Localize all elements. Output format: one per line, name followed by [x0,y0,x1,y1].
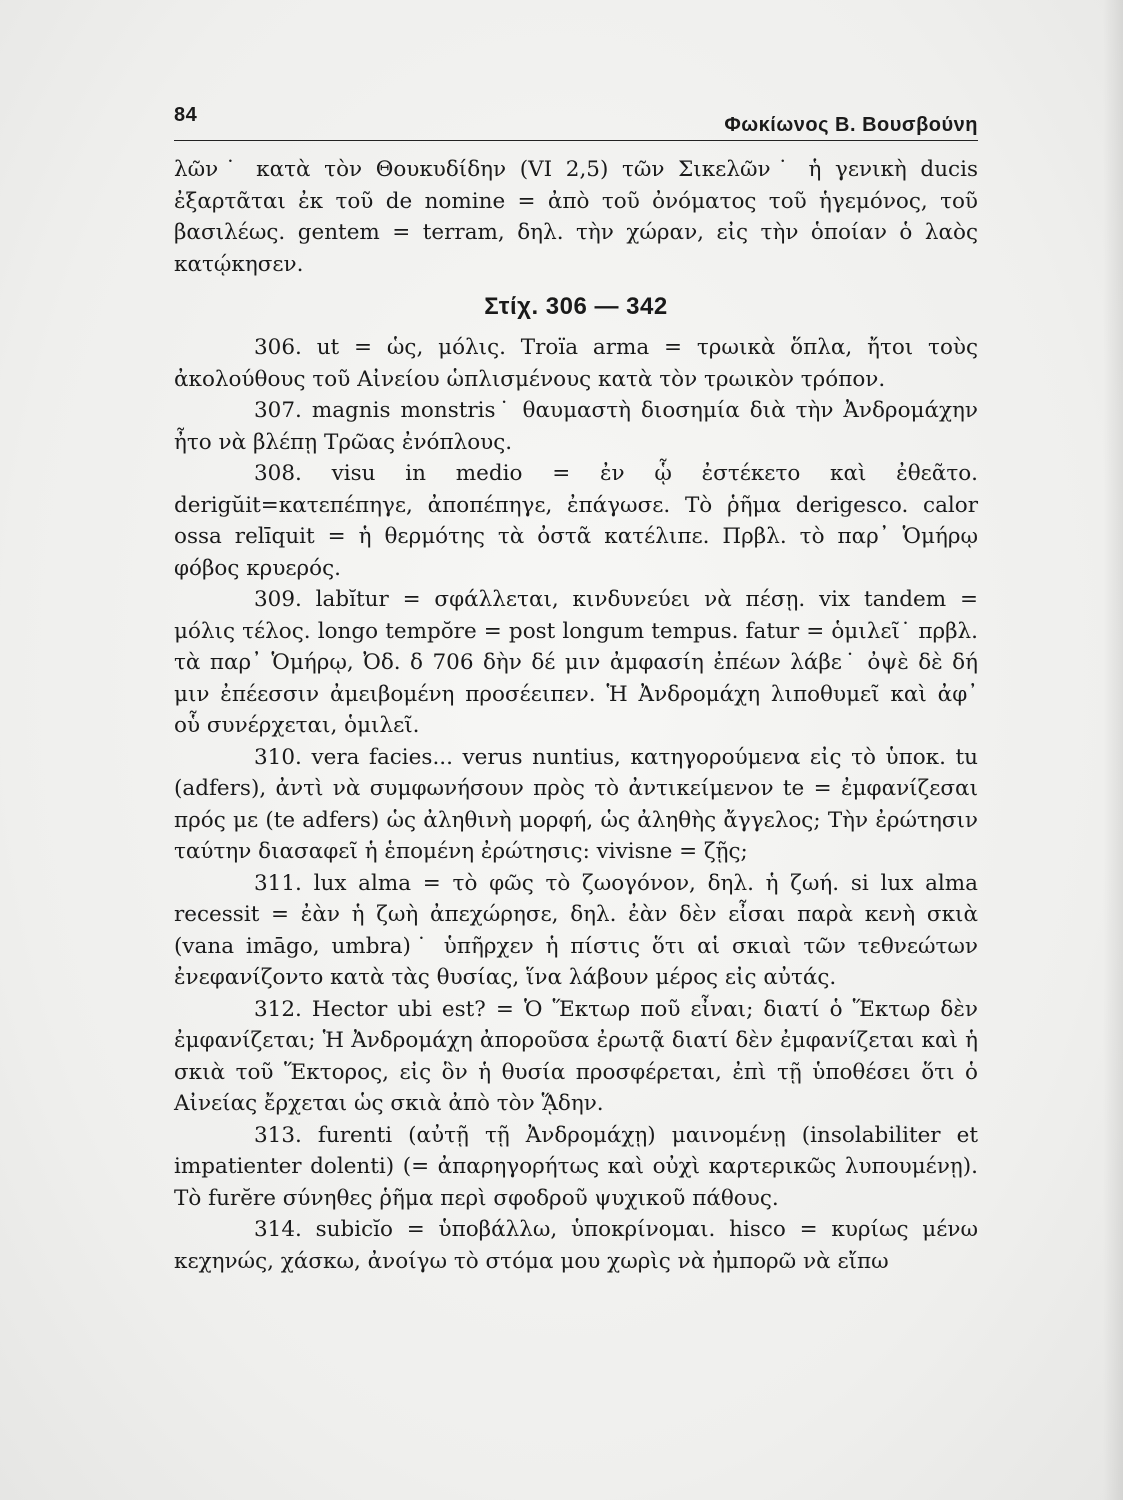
entry-314: 314. subicĭo = ὑποβάλλω, ὑποκρίνομαι. hisco = κυρίως μένω κεχηνώς, χάσκω, ἀνοίγω τὸ στόμα μου χωρὶς νὰ ἠμπορῶ νὰ εἴπω [174,1217,978,1274]
entry-313: 313. furenti (αὐτῇ τῇ Ἀνδρομάχῃ) μαινομένῃ (insolabiliter et impatienter dolenti) (= ἀπαρηγορήτως καὶ οὐχὶ καρτερικῶς λυπουμένῃ). Τὸ furĕre σύνηθες ῥῆμα περὶ σφοδροῦ ψυχικοῦ πάθους. [174,1122,978,1211]
body-text [174,154,978,1277]
entry-312: 312. Hector ubi est? = Ὁ Ἕκτωρ ποῦ εἶναι; διατί ὁ Ἕκτωρ δὲν ἐμφανίζεται; Ἡ Ἀνδρομάχη ἀποροῦσα ἐρωτᾷ διατί δὲν ἐμφανίζεται καὶ ἡ σκιὰ τοῦ Ἕκτορος, εἰς ὃν ἡ θυσία προσφέρεται, ἐπὶ τῇ ὑποθέσει ὅτι ὁ Αἰνείας ἔρχεται ὡς σκιὰ ἀπὸ τὸν ᾍδην. [174,996,978,1116]
page-header [174,100,978,140]
page-number: 84 [174,104,198,126]
entry-306: 306. ut = ὡς, μόλις. Troïa arma = τρωικὰ ὅπλα, ἤτοι τοὺς ἀκολούθους τοῦ Αἰνείου ὡπλισμένους κατὰ τὸν τρωικὸν τρόπον. [174,335,978,392]
entry-308: 308. visu in medio = ἐν ᾧ ἐστέκετο καὶ ἐθεᾶτο. derigŭit=κατεπέπηγε, ἀποπέπηγε, ἐπάγωσε. Τὸ ῥῆμα derigesco. calor ossa relīquit = ἡ θερμότης τὰ ὀστᾶ κατέλιπε. Πρβλ. τὸ παρ᾽ Ὁμήρῳ φόβος κρυερός. [174,461,978,581]
intro-paragraph: λῶν˙ κατὰ τὸν Θουκυδίδην (VI 2,5) τῶν Σικελῶν˙ ἡ γενικὴ ducis ἐξαρτᾶται ἐκ τοῦ de nomine = ἀπὸ τοῦ ὀνόματος τοῦ ἡγεμόνος, τοῦ βασιλέως. gentem = terram, δηλ. τὴν χώραν, εἰς τὴν ὁποίαν ὁ λαὸς κατῴκησεν. [174,157,978,277]
entry-307: 307. magnis monstris˙ θαυμαστὴ διοσημία διὰ τὴν Ἀνδρομάχην ἦτο νὰ βλέπῃ Τρῶας ἐνόπλους. [174,398,978,455]
page-edge-shadow [1103,0,1123,1500]
entry-311: 311. lux alma = τὸ φῶς τὸ ζωογόνον, δηλ. ἡ ζωή. si lux alma recessit = ἐὰν ἡ ζωὴ ἀπεχώρησε, δηλ. ἐὰν δὲν εἶσαι παρὰ κενὴ σκιὰ (vana imāgo, umbra)˙ ὑπῆρχεν ἡ πίστις ὅτι αἱ σκιαὶ τῶν τεθνεώτων ἐνεφανίζοντο κατὰ τὰς θυσίας, ἵνα λάβουν μέρος εἰς αὐτάς. [174,870,978,990]
entry-309: 309. labĭtur = σφάλλεται, κινδυνεύει νὰ πέσῃ. vix tandem = μόλις τέλος. longo tempŏre = post longum tempus. fatur = ὁμιλεῖ˙ πρβλ. τὰ παρ᾽ Ὁμήρῳ, Ὀδ. δ 706 δὴν δέ μιν ἀμφασίη ἐπέων λάβε˙ ὀψὲ δὲ δή μιν ἐπέεσσιν ἀμειβομένη προσέειπεν. Ἡ Ἀνδρομάχη λιποθυμεῖ καὶ ἀφ᾽ οὗ συνέρχεται, ὁμιλεῖ. [174,587,978,738]
section-heading: Στίχ. 306 — 342 [484,293,668,320]
running-head: Φωκίωνος Β. Βουσβούνη [724,114,978,136]
header-rule [174,140,978,141]
entry-310: 310. vera facies... verus nuntius, κατηγορούμενα εἰς τὸ ὑποκ. tu (adfers), ἀντὶ νὰ συμφωνήσουν πρὸς τὸ ἀντικείμενον te = ἐμφανίζεσαι πρός με (te adfers) ὡς ἀληθινὴ μορφή, ὡς ἀληθὴς ἄγγελος; Τὴν ἐρώτησιν ταύτην διασαφεῖ ἡ ἑπομένη ἐρώτησις: vivisne = ζῇς; [174,744,978,864]
